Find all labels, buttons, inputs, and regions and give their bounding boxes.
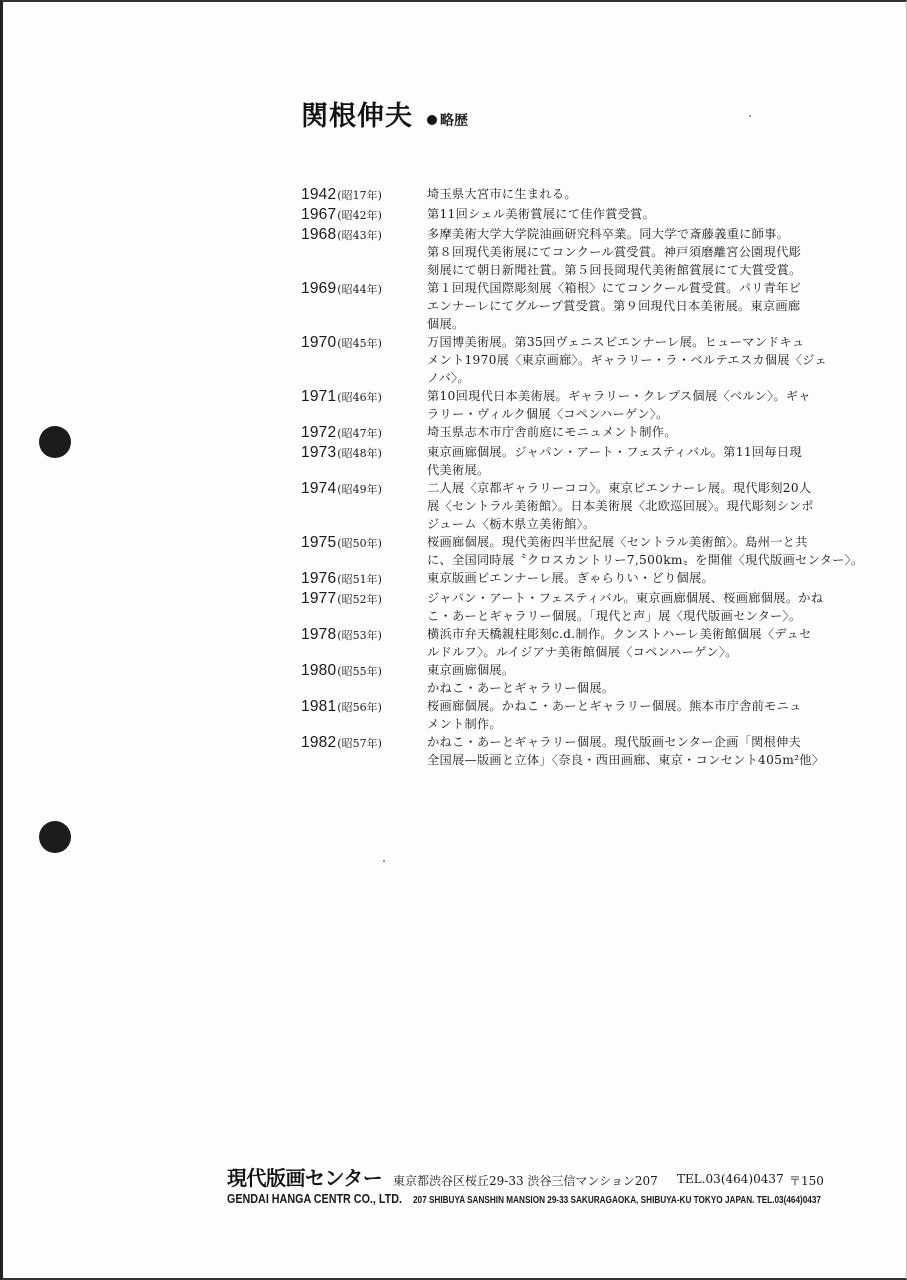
timeline-entry (301, 205, 841, 225)
timeline-entry (301, 661, 841, 697)
speck (749, 115, 751, 117)
entry-date (301, 333, 427, 387)
entry-year: 1967 (301, 206, 337, 223)
entry-year: 1978 (301, 626, 337, 643)
entry-era: (昭50年) (337, 537, 382, 550)
entry-line: 刻展にて朝日新聞社賞。第５回長岡現代美術館賞展にて大賞受賞。 (427, 263, 802, 277)
entry-line: ラリー・ヴィルク個展〈コペンハーゲン〉。 (427, 407, 669, 421)
timeline-entry (301, 333, 841, 387)
timeline-entry (301, 443, 841, 479)
entry-description (427, 625, 841, 661)
timeline-entry (301, 225, 841, 279)
entry-year: 1981 (301, 698, 337, 715)
entry-line: 二人展〈京都ギャラリーココ〉。東京ビエンナーレ展。現代彫刻20人 (427, 481, 812, 495)
entry-year: 1977 (301, 590, 337, 607)
entry-line: かねこ・あーとギャラリー個展。 (427, 681, 615, 695)
entry-era: (昭49年) (337, 483, 382, 496)
entry-line: 東京版画ビエンナーレ展。ぎゃらりい・どり個展。 (427, 571, 714, 585)
entry-date (301, 279, 427, 333)
entry-description (427, 661, 841, 697)
timeline-entry (301, 423, 841, 443)
publisher-logo-en: GENDAI HANGA CENTR CO., LTD. (227, 1192, 402, 1206)
entry-line: 横浜市弁天橋親柱彫刻c.d.制作。クンストハーレ美術館個展〈デュセ (427, 627, 812, 641)
entry-line: 第１回現代国際彫刻展〈箱根〉にてコンクール賞受賞。パリ青年ビ (427, 281, 802, 295)
entry-date (301, 569, 427, 589)
entry-description (427, 589, 841, 625)
entry-description (427, 569, 841, 589)
entry-description (427, 279, 841, 333)
timeline-entry (301, 625, 841, 661)
entry-year: 1973 (301, 444, 337, 461)
speck (383, 860, 385, 862)
entry-era: (昭48年) (337, 447, 382, 460)
entry-era: (昭45年) (337, 337, 382, 350)
entry-line: 桜画廊個展。現代美術四半世紀展〈セントラル美術館〉。島州一と共 (427, 535, 808, 549)
entry-line: 東京画廊個展。 (427, 663, 515, 677)
entry-line: 全国展—版画と立体」〈奈良・西田画廊、東京・コンセント405m²他〉 (427, 753, 825, 767)
entry-date (301, 733, 427, 769)
entry-description (427, 443, 841, 479)
timeline-entry (301, 479, 841, 533)
timeline-entry (301, 185, 841, 205)
entry-line: ジャパン・アート・フェスティバル。東京画廊個展、桜画廊個展。かね (427, 591, 824, 605)
entry-year: 1942 (301, 186, 337, 203)
entry-line: 第10回現代日本美術展。ギャラリー・クレプス個展〈ベルン〉。ギャ (427, 389, 811, 403)
entry-description (427, 733, 841, 769)
entry-line: 第８回現代美術展にてコンクール賞受賞。神戸須磨離宮公園現代彫 (427, 245, 802, 259)
entry-year: 1971 (301, 388, 337, 405)
entry-line: かねこ・あーとギャラリー個展。現代版画センター企画「関根伸夫 (427, 735, 802, 749)
entry-line: 多摩美術大学大学院油画研究科卒業。同大学で斎藤義重に師事。 (427, 227, 790, 241)
entry-line: 個展。 (427, 317, 465, 331)
entry-year: 1969 (301, 280, 337, 297)
biography-header (301, 94, 468, 133)
entry-line: 展〈セントラル美術館〉。日本美術展〈北欧巡回展〉。現代彫刻シンポ (427, 499, 814, 513)
entry-era: (昭17年) (337, 189, 382, 202)
entry-era: (昭53年) (337, 629, 382, 642)
entry-description (427, 697, 841, 733)
entry-date (301, 533, 427, 569)
entry-line: 桜画廊個展。かねこ・あーとギャラリー個展。熊本市庁舎前モニュ (427, 699, 802, 713)
timeline-entry (301, 697, 841, 733)
bullet-icon (427, 115, 437, 125)
entry-line: こ・あーとギャラリー個展。「現代と声」展〈現代版画センター〉。 (427, 609, 802, 623)
entry-date (301, 225, 427, 279)
entry-year: 1974 (301, 480, 337, 497)
entry-era: (昭42年) (337, 209, 382, 222)
entry-year: 1970 (301, 334, 337, 351)
section-label (427, 110, 468, 130)
entry-era: (昭55年) (337, 665, 382, 678)
entry-description (427, 423, 841, 443)
entry-era: (昭43年) (337, 229, 382, 242)
entry-description (427, 185, 841, 205)
entry-description (427, 479, 841, 533)
entry-description (427, 225, 841, 279)
entry-line: 埼玉県大宮市に生まれる。 (427, 187, 577, 201)
entry-line: ノバ〉。 (427, 371, 470, 385)
entry-line: 埼玉県志木市庁舎前庭にモニュメント制作。 (427, 425, 677, 439)
entry-year: 1972 (301, 424, 337, 441)
entry-era: (昭56年) (337, 701, 382, 714)
publisher-address-jp: 東京都渋谷区桜丘29-33 渋谷三信マンション207 (393, 1174, 658, 1188)
publisher-logo-jp: 現代版画センター (227, 1166, 383, 1190)
punch-hole-bottom (39, 821, 71, 853)
entry-line: 第11回シェル美術賞展にて佳作賞受賞。 (427, 207, 656, 221)
entry-line: に、全国同時展〝クロスカントリー7,500km〟を開催〈現代版画センター〉。 (427, 553, 864, 567)
entry-era: (昭44年) (337, 283, 382, 296)
publisher-tel: TEL.03(464)0437 (677, 1172, 784, 1186)
timeline-entry (301, 533, 864, 569)
entry-date (301, 625, 427, 661)
biography-timeline (301, 185, 864, 769)
publisher-zip: 〒150 (789, 1174, 824, 1188)
entry-description (427, 387, 841, 423)
entry-line: ジューム〈栃木県立美術館〉。 (427, 517, 596, 531)
entry-date (301, 479, 427, 533)
entry-date (301, 697, 427, 733)
entry-era: (昭51年) (337, 573, 382, 586)
entry-year: 1968 (301, 226, 337, 243)
entry-date (301, 387, 427, 423)
entry-line: 代美術展。 (427, 463, 490, 477)
entry-date (301, 589, 427, 625)
entry-date (301, 423, 427, 443)
entry-date (301, 443, 427, 479)
entry-date (301, 661, 427, 697)
publisher-address-en: 207 SHIBUYA SANSHIN MANSION 29-33 SAKURAGAOKA, SHIBUYA-KU TOKYO JAPAN. TEL.03(464)0437 (413, 1195, 821, 1206)
entry-era: (昭47年) (337, 427, 382, 440)
entry-line: メント1970展〈東京画廊〉。ギャラリー・ラ・ベルテエスカ個展〈ジェ (427, 353, 828, 367)
entry-date (301, 185, 427, 205)
entry-year: 1980 (301, 662, 337, 679)
timeline-entry (301, 589, 841, 625)
entry-era: (昭46年) (337, 391, 382, 404)
entry-line: ルドルフ〉。ルイジアナ美術館個展〈コペンハーゲン〉。 (427, 645, 738, 659)
entry-description (427, 205, 841, 225)
punch-hole-top (39, 426, 71, 458)
entry-line: メント制作。 (427, 717, 502, 731)
entry-year: 1976 (301, 570, 337, 587)
entry-era: (昭52年) (337, 593, 382, 606)
section-label-text: 略歴 (440, 113, 468, 129)
entry-line: 東京画廊個展。ジャパン・アート・フェスティバル。第11回毎日現 (427, 445, 802, 459)
entry-year: 1982 (301, 734, 337, 751)
timeline-entry (301, 279, 841, 333)
entry-year: 1975 (301, 534, 337, 551)
entry-date (301, 205, 427, 225)
timeline-entry (301, 387, 841, 423)
timeline-entry (301, 733, 841, 769)
artist-name: 関根伸夫 (301, 101, 413, 132)
entry-description (427, 333, 841, 387)
entry-era: (昭57年) (337, 737, 382, 750)
entry-line: エンナーレにてグループ賞受賞。第９回現代日本美術展。東京画廊 (427, 299, 801, 313)
entry-line: 万国博美術展。第35回ヴェニスビエンナーレ展。ヒューマンドキュ (427, 335, 805, 349)
timeline-entry (301, 569, 841, 589)
entry-description (427, 533, 863, 569)
